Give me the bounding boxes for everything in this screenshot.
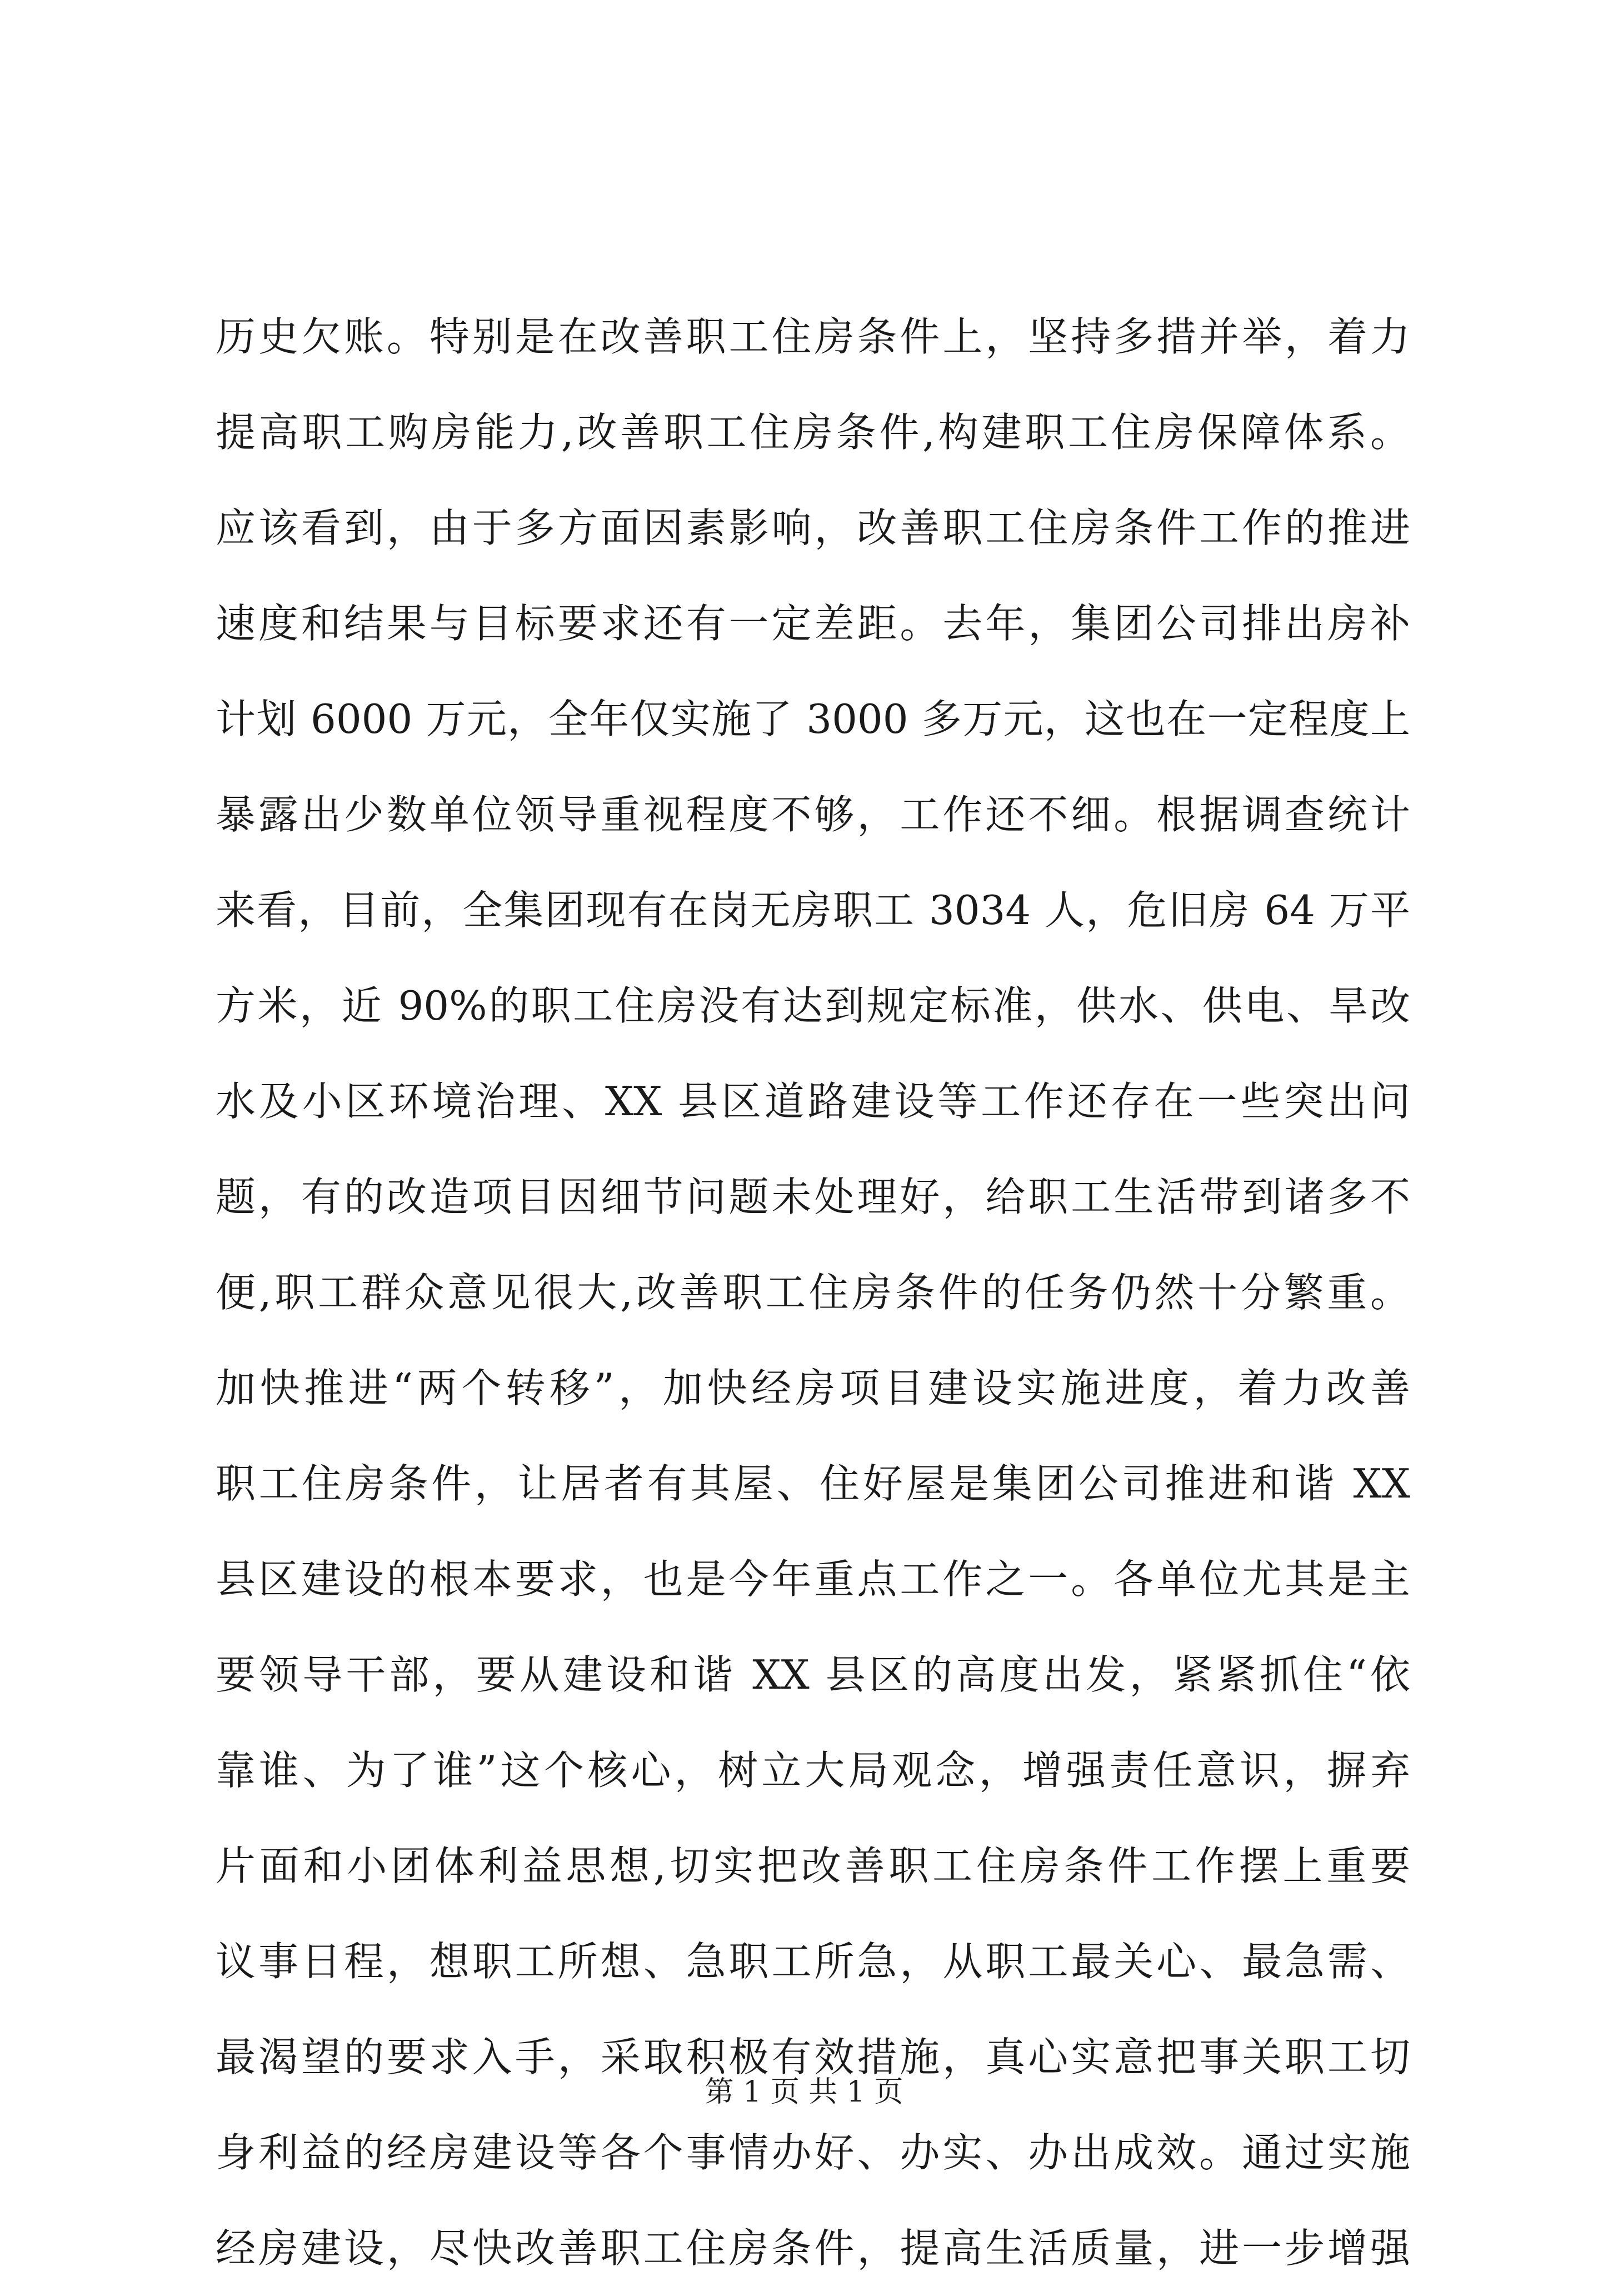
text-line: 应该看到，由于多方面因素影响，改善职工住房条件工作的推进 [216, 505, 1410, 551]
text-line: 最渴望的要求入手，采取积极有效措施，真心实意把事关职工切 [216, 2034, 1410, 2080]
text-line: 来看，目前，全集团现有在岗无房职工 3034 人，危旧房 64 万平 [216, 887, 1410, 934]
text-line: 县区建设的根本要求，也是今年重点工作之一。各单位尤其是主 [216, 1556, 1410, 1603]
text-line: 要领导干部，要从建设和谐 XX 县区的高度出发，紧紧抓住“依 [216, 1651, 1410, 1698]
text-line: 身利益的经房建设等各个事情办好、办实、办出成效。通过实施 [216, 2129, 1410, 2176]
text-line: 暴露出少数单位领导重视程度不够，工作还不细。根据调查统计 [216, 791, 1410, 838]
text-line: 议事日程，想职工所想、急职工所急，从职工最关心、最急需、 [216, 1938, 1410, 1985]
text-line: 提高职工购房能力,改善职工住房条件,构建职工住房保障体系。 [216, 409, 1410, 456]
text-line: 水及小区环境治理、XX 县区道路建设等工作还存在一些突出问 [216, 1078, 1410, 1125]
body-text [216, 289, 1410, 2296]
page-footer [0, 2070, 1608, 2114]
text-line: 加快推进“两个转移”，加快经房项目建设实施进度，着力改善 [216, 1365, 1410, 1411]
text-line: 职工住房条件，让居者有其屋、住好屋是集团公司推进和谐 XX [216, 1460, 1410, 1507]
text-line: 计划 6000 万元，全年仅实施了 3000 多万元，这也在一定程度上 [216, 696, 1410, 742]
text-line: 方米，近 90%的职工住房没有达到规定标准，供水、供电、旱改 [216, 982, 1410, 1029]
text-line: 经房建设，尽快改善职工住房条件，提高生活质量，进一步增强 [216, 2225, 1410, 2272]
text-line: 便,职工群众意见很大,改善职工住房条件的任务仍然十分繁重。 [216, 1269, 1410, 1316]
text-line: 速度和结果与目标要求还有一定差距。去年，集团公司排出房补 [216, 600, 1410, 647]
text-line: 题，有的改造项目因细节问题未处理好，给职工生活带到诸多不 [216, 1174, 1410, 1220]
text-line: 历史欠账。特别是在改善职工住房条件上，坚持多措并举，着力 [216, 313, 1410, 360]
page-number-label: 第 1 页 共 1 页 [705, 2075, 903, 2109]
text-line: 片面和小团体利益思想,切实把改善职工住房条件工作摆上重要 [216, 1843, 1410, 1889]
text-line: 靠谁、为了谁”这个核心，树立大局观念，增强责任意识，摒弃 [216, 1747, 1410, 1794]
